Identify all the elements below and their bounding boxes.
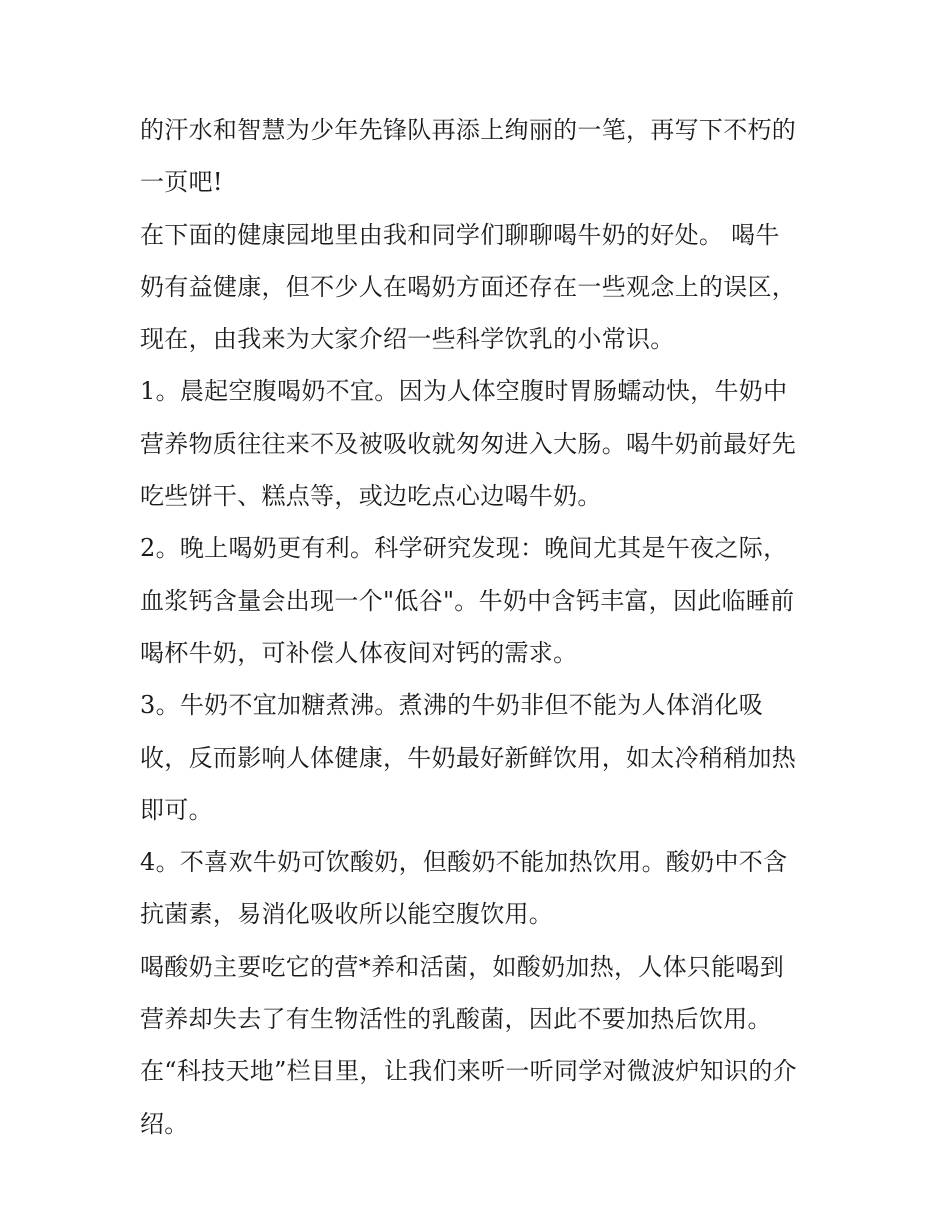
text-line: 1。晨起空腹喝奶不宜。因为人体空腹时胃肠蠕动快，牛奶中 xyxy=(140,377,788,406)
text-line: 3。牛奶不宜加糖煮沸。煮沸的牛奶非但不能为人体消化吸 xyxy=(140,691,764,720)
text-line: 现在，由我来为大家介绍一些科学饮乳的小常识。 xyxy=(140,325,675,354)
text-line: 在下面的健康园地里由我和同学们聊聊喝牛奶的好处。 喝牛 xyxy=(140,220,780,249)
text-line: 营养却失去了有生物活性的乳酸菌，因此不要加热后饮用。 xyxy=(140,1005,772,1034)
text-line: 抗菌素，易消化吸收所以能空腹饮用。 xyxy=(140,900,554,929)
text-line: 即可。 xyxy=(140,795,213,824)
text-line: 喝酸奶主要吃它的营*养和活菌，如酸奶加热，人体只能喝到 xyxy=(140,952,785,981)
text-line: 血浆钙含量会出现一个"低谷"。牛奶中含钙丰富，因此临睡前 xyxy=(140,586,795,615)
text-line: 奶有益健康，但不少人在喝奶方面还存在一些观念上的误区， xyxy=(140,272,797,301)
text-line: 喝杯牛奶，可补偿人体夜间对钙的需求。 xyxy=(140,638,578,667)
text-line: 4。不喜欢牛奶可饮酸奶，但酸奶不能加热饮用。酸奶中不含 xyxy=(140,848,788,877)
text-line: 绍。 xyxy=(140,1109,189,1138)
text-line: 收，反而影响人体健康，牛奶最好新鲜饮用，如太冷稍稍加热 xyxy=(140,743,797,772)
text-line: 在“科技天地”栏目里，让我们来听一听同学对微波炉知识的介 xyxy=(140,1057,797,1086)
text-line: 一页吧! xyxy=(140,168,223,197)
body-text xyxy=(140,104,815,1150)
text-line: 的汗水和智慧为少年先锋队再添上绚丽的一笔，再写下不朽的 xyxy=(140,116,797,144)
text-line: 2。晚上喝奶更有利。科学研究发现：晚间尤其是午夜之际， xyxy=(140,534,788,563)
text-line: 吃些饼干、糕点等，或边吃点心边喝牛奶。 xyxy=(140,482,602,511)
text-line: 营养物质往往来不及被吸收就匆匆进入大肠。喝牛奶前最好先 xyxy=(140,429,797,458)
